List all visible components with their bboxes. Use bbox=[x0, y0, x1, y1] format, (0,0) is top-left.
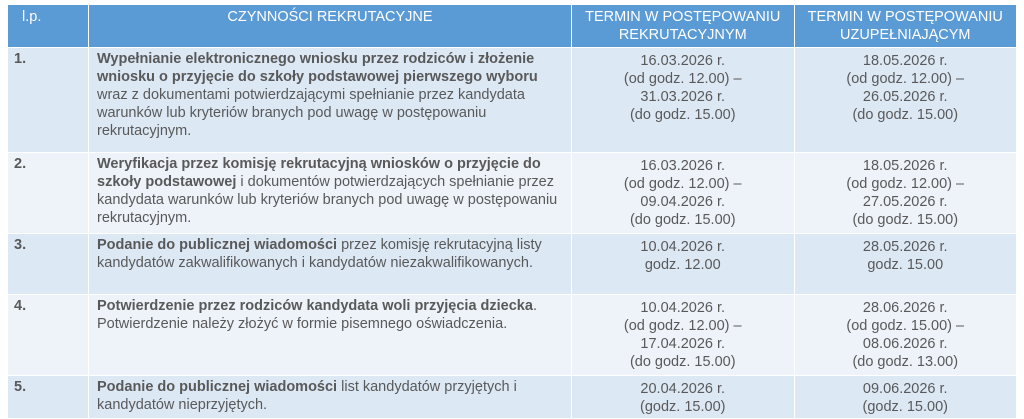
table-row bbox=[8, 295, 1017, 376]
recruitment-schedule-table bbox=[7, 4, 1017, 419]
row-number: 4. bbox=[8, 295, 89, 376]
row-term-supplementary bbox=[794, 48, 1017, 153]
row-description-text: przez komisję rekrutacyjną listy kandydatów zakwalifikowanych i kandydatów niezakwalifikowanych. bbox=[97, 237, 542, 271]
row-description-bold: Weryfikacja przez komisję rekrutacyjną wniosków o przyjęcie do szkoły podstawowej bbox=[97, 156, 541, 190]
header-activities: CZYNNOŚCI REKRUTACYJNE bbox=[89, 5, 572, 48]
term-line: (godz. 15.00) bbox=[862, 399, 948, 415]
row-term-supplementary bbox=[794, 234, 1017, 295]
term-line: 09.04.2026 r. bbox=[640, 194, 726, 210]
row-description bbox=[89, 295, 572, 376]
term-line: (do godz. 15.00) bbox=[852, 107, 959, 123]
term-line: 27.05.2026 r. bbox=[862, 194, 948, 210]
term-line: (do godz. 15.00) bbox=[629, 354, 736, 370]
term-line: (do godz. 13.00) bbox=[852, 354, 959, 370]
term-line: 18.05.2026 r. bbox=[862, 158, 948, 174]
term-line: 20.04.2026 r. bbox=[640, 381, 726, 397]
row-description-text: wraz z dokumentami potwierdzającymi spełnianie przez kandydata warunków lub kryteriów branych pod uwagę w postępowaniu rekrutacyjnym. bbox=[97, 87, 525, 139]
row-term-recruitment bbox=[572, 295, 795, 376]
term-line: 10.04.2026 r. bbox=[640, 300, 726, 316]
row-term-recruitment bbox=[572, 234, 795, 295]
row-description-bold: Wypełnianie elektronicznego wniosku przez rodziców i złożenie wniosku o przyjęcie do szkoły podstawowej pierwszego wyboru bbox=[97, 51, 538, 85]
row-description bbox=[89, 153, 572, 234]
term-line: 10.04.2026 r. bbox=[640, 239, 726, 255]
term-line: 31.03.2026 r. bbox=[640, 89, 726, 105]
row-description bbox=[89, 234, 572, 295]
term-line: godz. 12.00 bbox=[644, 257, 721, 273]
term-line: 16.03.2026 r. bbox=[640, 158, 726, 174]
term-line: (do godz. 15.00) bbox=[629, 107, 736, 123]
row-number: 3. bbox=[8, 234, 89, 295]
term-line: (do godz. 15.00) bbox=[629, 212, 736, 228]
row-description-bold: Potwierdzenie przez rodziców kandydata woli przyjęcia dziecka bbox=[97, 298, 533, 314]
row-description bbox=[89, 48, 572, 153]
row-description-text: . Potwierdzenie należy złożyć w formie pisemnego oświadczenia. bbox=[97, 298, 537, 332]
term-line: 08.06.2026 r. bbox=[862, 336, 948, 352]
term-line: (godz. 15.00) bbox=[640, 399, 726, 415]
header-term-supplementary-line: UZUPEŁNIAJĄCYM bbox=[839, 27, 971, 43]
row-term-supplementary bbox=[794, 153, 1017, 234]
term-line: 17.04.2026 r. bbox=[640, 336, 726, 352]
row-term-supplementary bbox=[794, 376, 1017, 419]
table-row bbox=[8, 376, 1017, 419]
header-term-recruitment-line: REKRUTACYJNYM bbox=[618, 27, 747, 43]
row-description-bold: Podanie do publicznej wiadomości bbox=[97, 379, 338, 395]
header-lp: l.p. bbox=[8, 5, 89, 48]
row-term-recruitment bbox=[572, 153, 795, 234]
header-term-recruitment-line: TERMIN W POSTĘPOWANIU bbox=[585, 9, 781, 25]
term-line: godz. 15.00 bbox=[867, 257, 944, 273]
table-header-row bbox=[8, 5, 1017, 48]
table-row bbox=[8, 153, 1017, 234]
term-line: (do godz. 15.00) bbox=[852, 212, 959, 228]
term-line: (od godz. 12.00) – bbox=[846, 71, 965, 87]
table-row bbox=[8, 48, 1017, 153]
term-line: (od godz. 12.00) – bbox=[623, 176, 742, 192]
term-line: 09.06.2026 r. bbox=[862, 381, 948, 397]
row-description-text: list kandydatów przyjętych i kandydatów nieprzyjętych. bbox=[97, 379, 517, 413]
row-number: 1. bbox=[8, 48, 89, 153]
row-number: 5. bbox=[8, 376, 89, 419]
term-line: 16.03.2026 r. bbox=[640, 53, 726, 69]
term-line: 28.05.2026 r. bbox=[862, 239, 948, 255]
row-term-supplementary bbox=[794, 295, 1017, 376]
term-line: (od godz. 12.00) – bbox=[846, 176, 965, 192]
row-description bbox=[89, 376, 572, 419]
term-line: 26.05.2026 r. bbox=[862, 89, 948, 105]
row-term-recruitment bbox=[572, 48, 795, 153]
table-row bbox=[8, 234, 1017, 295]
row-description-bold: Podanie do publicznej wiadomości bbox=[97, 237, 338, 253]
term-line: (od godz. 12.00) – bbox=[623, 318, 742, 334]
term-line: (od godz. 12.00) – bbox=[623, 71, 742, 87]
term-line: (od godz. 15.00) – bbox=[846, 318, 965, 334]
row-description-text: i dokumentów potwierdzających spełnianie przez kandydata warunków lub kryteriów branych pod uwagę w postępowaniu rekrutacyjnym. bbox=[97, 174, 558, 226]
term-line: 28.06.2026 r. bbox=[862, 300, 948, 316]
term-line: 18.05.2026 r. bbox=[862, 53, 948, 69]
row-number: 2. bbox=[8, 153, 89, 234]
header-term-supplementary-line: TERMIN W POSTĘPOWANIU bbox=[807, 9, 1003, 25]
header-term-supplementary bbox=[794, 5, 1017, 48]
header-term-recruitment bbox=[572, 5, 795, 48]
row-term-recruitment bbox=[572, 376, 795, 419]
